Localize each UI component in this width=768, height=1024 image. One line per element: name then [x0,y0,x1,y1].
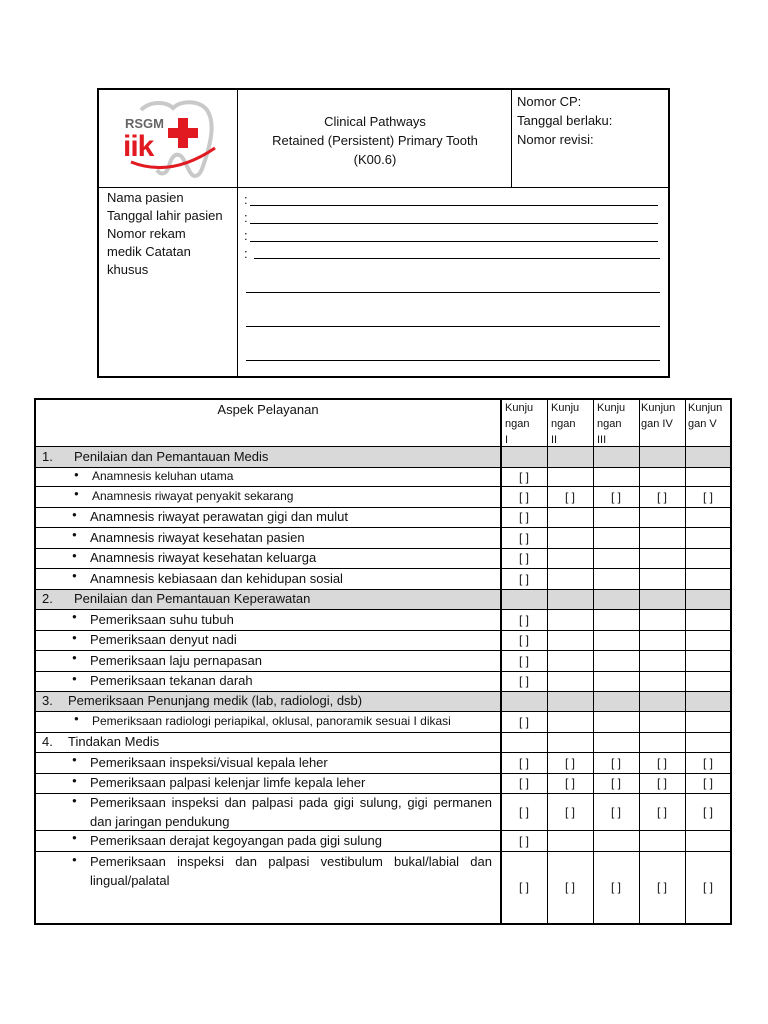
nomor-rekam-label: Nomor rekam [107,226,186,241]
tanggal-lahir-label: Tanggal lahir pasien [107,208,223,223]
catatan-line-1[interactable] [254,258,660,259]
bullet-icon: ● [72,755,77,764]
tanggal-berlaku-label: Tanggal berlaku: [517,113,613,128]
visit-checkbox[interactable]: [ ] [518,654,529,668]
colon: : [244,210,248,225]
section-3-title [42,692,362,710]
service-item-label: Pemeriksaan tekanan darah [90,673,253,688]
service-item-label: Anamnesis riwayat kesehatan keluarga [90,550,317,565]
visit-header-text: Kunjun [688,402,723,414]
visit-header-text: I [505,434,509,446]
bullet-icon: ● [72,633,77,642]
service-item-label: Pemeriksaan denyut nadi [90,632,237,647]
catatan-line-3[interactable] [246,326,660,327]
section-4-title [42,733,159,751]
section-title: Penilaian dan Pemantauan Keperawatan [74,591,311,606]
nama-pasien-line[interactable] [250,205,658,206]
colon: : [244,192,248,207]
service-item-label: Anamnesis kebiasaan dan kehidupan sosial [90,571,343,586]
service-item-label: Pemeriksaan suhu tubuh [90,612,234,627]
visit-checkbox[interactable]: [ ] [702,805,713,819]
tanggal-lahir-line[interactable] [250,223,658,224]
document-title [239,112,511,169]
bullet-icon: ● [72,855,77,864]
visit-checkbox[interactable]: [ ] [656,490,667,504]
nomor-revisi-label: Nomor revisi: [517,132,594,147]
visit-checkbox[interactable]: [ ] [564,805,575,819]
medik-catatan-label: medik Catatan [107,244,191,259]
visit-checkbox[interactable]: [ ] [518,633,529,647]
visit-checkbox[interactable]: [ ] [518,551,529,565]
bullet-icon: ● [72,612,77,621]
service-item-label: Pemeriksaan inspeksi/visual kepala leher [90,755,328,770]
khusus-label: khusus [107,262,149,277]
visit-header-2 [551,400,579,448]
visit-header-text: III [597,434,607,446]
bullet-icon: ● [72,674,77,683]
visit-checkbox[interactable]: [ ] [564,776,575,790]
patient-info-labels [107,189,235,279]
visit-header-text: ngan [551,418,576,430]
visit-checkbox[interactable]: [ ] [518,805,529,819]
visit-checkbox[interactable]: [ ] [702,490,713,504]
section-1-title [42,448,268,466]
visit-checkbox[interactable]: [ ] [610,776,621,790]
visit-checkbox[interactable]: [ ] [564,490,575,504]
visit-header-text: Kunju [551,402,580,414]
service-item-label: Anamnesis riwayat perawatan gigi dan mulut [90,509,348,524]
bullet-icon: ● [74,489,79,498]
visit-checkbox[interactable]: [ ] [656,776,667,790]
section-title: Tindakan Medis [68,734,160,749]
service-item-label: Pemeriksaan inspeksi dan palpasi vestibulum bukal/labial dan lingual/palatal [90,854,492,888]
section-number: 4. [42,734,53,749]
visit-checkbox[interactable]: [ ] [518,674,529,688]
visit-checkbox[interactable]: [ ] [518,715,529,729]
visit-checkbox[interactable]: [ ] [518,531,529,545]
visit-header-5 [688,400,722,432]
visit-checkbox[interactable]: [ ] [656,880,667,894]
bullet-icon: ● [72,653,77,662]
service-item-label: Anamnesis riwayat kesehatan pasien [90,530,305,545]
service-item-label: Anamnesis riwayat penyakit sekarang [92,489,294,503]
service-item-label: Pemeriksaan palpasi kelenjar limfe kepala leher [90,775,366,790]
logo-iik-text: iik [123,130,154,163]
bullet-icon: ● [72,530,77,539]
bullet-icon: ● [72,510,77,519]
nomor-rekam-line[interactable] [250,241,658,242]
logo-rsgm-text: RSGM [125,116,164,131]
nomor-cp-label: Nomor CP: [517,94,582,109]
visit-header-text: Kunju [597,402,626,414]
visit-checkbox[interactable]: [ ] [656,756,667,770]
visit-checkbox[interactable]: [ ] [518,613,529,627]
colon: : [244,228,248,243]
visit-header-4 [641,400,675,432]
document-meta [517,92,612,149]
nama-pasien-label: Nama pasien [107,190,184,205]
visit-header-text: Kunju [505,402,534,414]
rsgm-iik-logo [111,96,229,178]
title-line: Retained (Persistent) Primary Tooth [272,133,478,148]
colon: : [244,246,248,261]
service-item-label: Pemeriksaan derajat kegoyangan pada gigi sulung [90,833,382,848]
section-title: Pemeriksaan Penunjang medik (lab, radiologi, dsb) [68,693,363,708]
visit-checkbox[interactable]: [ ] [702,776,713,790]
visit-checkbox[interactable]: [ ] [518,490,529,504]
section-title: Penilaian dan Pemantauan Medis [74,449,269,464]
visit-checkbox[interactable]: [ ] [610,756,621,770]
visit-checkbox[interactable]: [ ] [564,756,575,770]
visit-checkbox[interactable]: [ ] [610,490,621,504]
bullet-icon: ● [74,714,79,723]
visit-checkbox[interactable]: [ ] [610,880,621,894]
service-item-label: Pemeriksaan radiologi periapikal, oklusal, panoramik sesuai I dikasi [92,714,451,728]
visit-header-text: gan IV [641,418,673,430]
service-aspects-table [34,398,732,925]
visit-header-1 [505,400,533,448]
visit-header-3 [597,400,625,448]
catatan-line-2[interactable] [246,292,660,293]
section-number: 3. [42,693,53,708]
visit-header-text: Kunjun [641,402,676,414]
bullet-icon: ● [72,571,77,580]
visit-checkbox[interactable]: [ ] [518,572,529,586]
visit-header-text: ngan [597,418,622,430]
visit-checkbox[interactable]: [ ] [518,880,529,894]
visit-checkbox[interactable]: [ ] [518,776,529,790]
visit-header-text: gan V [688,418,717,430]
section-2-title [42,590,310,608]
visit-checkbox[interactable]: [ ] [702,880,713,894]
bullet-icon: ● [72,796,77,805]
bullet-icon: ● [72,833,77,842]
bullet-icon: ● [72,551,77,560]
bullet-icon: ● [74,470,79,479]
title-line: Clinical Pathways [324,114,426,129]
aspek-pelayanan-header: Aspek Pelayanan [217,402,319,417]
service-item-label: Pemeriksaan inspeksi dan palpasi pada gigi sulung, gigi permanen dan jaringan pendukung [90,795,492,829]
visit-checkbox[interactable]: [ ] [656,805,667,819]
service-item-label: Anamnesis keluhan utama [92,469,234,483]
visit-checkbox[interactable]: [ ] [610,805,621,819]
service-item-label: Pemeriksaan laju pernapasan [90,653,262,668]
visit-checkbox[interactable]: [ ] [518,834,529,848]
visit-checkbox[interactable]: [ ] [564,880,575,894]
visit-header-text: ngan [505,418,530,430]
visit-checkbox[interactable]: [ ] [702,756,713,770]
bullet-icon: ● [72,776,77,785]
section-number: 1. [42,449,53,464]
visit-checkbox[interactable]: [ ] [518,470,529,484]
catatan-line-4[interactable] [246,360,660,361]
visit-header-text: II [551,434,558,446]
clinical-pathway-header [97,88,670,378]
visit-checkbox[interactable]: [ ] [518,510,529,524]
title-line: (K00.6) [353,152,397,167]
section-number: 2. [42,591,53,606]
visit-checkbox[interactable]: [ ] [518,756,529,770]
